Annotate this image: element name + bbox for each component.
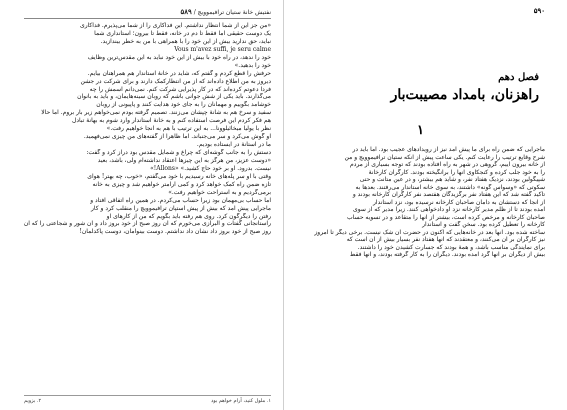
- left-line: خوشامد بگوییم و مهمانان را به جای خود هدایت کنند و پاپیونی از روبان: [96, 101, 271, 109]
- footnote-1: ۱. ملول کنید، آرام خواهم بود: [211, 398, 271, 404]
- right-line: شرح وقایع ترتیب را رعایت کنم. یکی ساعت پیش از آنکه ستیان ترافیموویچ و من: [344, 153, 545, 161]
- right-line: آمده بودند تا از ظلم مدیر کارخانه نزد او دادخواهی کنند. زیرا مدیر که از سوی: [353, 206, 545, 213]
- left-line: می‌گذارند. باید یکی از شش جوانی باشم که روبان سینه‌هایمان، و باید به بانوان: [77, 93, 271, 101]
- section-number: ۱: [417, 123, 424, 138]
- right-line: برای نمایندگی مناسب باشد، و همهٔ بودند که جسارت کشیدن خود را داشتند.: [357, 243, 545, 251]
- right-line: نیز کارگران بر آن می‌کنند، و معتقدند که آنها هفتاد نفر بسیار بیش از آن است که: [346, 236, 545, 243]
- left-line: تازه ضمن راه کمک خواهد کرد و کمی آرامتر خواهیم شد و چیزی به خانه: [92, 180, 271, 188]
- right-line: کارخانه را تعطیل کرده بود. سخن گفت و استاندار: [422, 221, 545, 228]
- left-page-number: ۵۸۹: [180, 8, 192, 16]
- left-line: یک دوست حقیقی اما فقط تا دم در خانه، فقط تا بیرون؛ استانداری شما: [94, 29, 271, 37]
- right-line: را به خود جلب کرده و کنجکاوی آنها را برانگیخته بودند. کارگران کارخانهٔ: [368, 168, 545, 176]
- right-line: صاحبان کارخانه و مرخص کرده است، بیشتر از آنها را متقاعد و در تسویه حساب: [346, 213, 545, 221]
- left-line: برمی‌گردیم و به استراحت خواهیم رفت.»: [168, 188, 271, 196]
- left-line: «من جز این از شما انتظار نداشتم. این فداکاری را از شما می‌پذیرم. فداکاری: [80, 22, 271, 29]
- left-line: خود را ندهد، در راه خود با بیش از این خود نباید به این مقدس‌ترین وظایف: [87, 53, 271, 61]
- left-line: ما در آستانهٔ در ایستاده بودیم.: [196, 141, 271, 149]
- right-line: ساخته شده بود. آنها بعد در خانه‌هایی که اکنون در حضرت آن شک نیست. برخی دیگر تا امروز: [314, 228, 545, 236]
- left-line: او گوش می‌کرد و سر می‌جنباند. اما ظاهراً از گفته‌های من چیزی نمی‌فهمید.: [83, 133, 271, 141]
- right-line: سکوتی که «وسواس گونه» داشتند، به سوی خانه استاندار می‌رفتند. بعدها به: [355, 183, 545, 191]
- right-page-number: ۵۹۰: [533, 6, 545, 15]
- left-body-text: [24, 22, 271, 236]
- left-line: Vous m'avez suffi, je seru calme: [174, 45, 271, 53]
- left-line: حرفش را قطع کردم و گفتم که، شاید در خانهٔ استاندار هم همراهتان بیایم.: [87, 69, 271, 77]
- left-line: نباید، حق ندارید بیش از این خود را با همراهی با من به خطر بیندازید.: [100, 37, 271, 45]
- right-line: ماجرایی که ضمن راه برای ما پیش آمد نیز از رویدادهای عجیب بود. اما باید در: [352, 146, 545, 153]
- left-line: فردا دعوتم کرده‌اند که در کار پذیرایی شرکت کنم. نمی‌دانم اسمش را چه: [89, 85, 271, 93]
- left-running-head: نفتیش خانهٔ ستیان ترافیموویچ / ۵۸۹: [24, 8, 271, 19]
- left-line: «دوست عزیز، من هرگز به این چیزها اعتقاد نداشته‌ام ولی، باشد، بعید: [97, 156, 271, 164]
- right-line: تأکید گفته شد که این هفتاد نفر برگزیدگان هفتصد نفر کارگران کارخانه بودند و: [352, 191, 545, 198]
- left-page: [0, 0, 283, 410]
- footnote-2: ۲. بزویم: [24, 398, 42, 404]
- left-line: راستانجانی گفتات و البرازی می‌خورم که آن روز صبح از خود بروز داد و آن شور و شجاعتی را که آن: [24, 220, 271, 228]
- left-line: دیروز به من اطلاع داده‌اند که از من انتظارکمک دارند و برای شرکت در جشن: [80, 77, 271, 85]
- left-running-head-title: نفتیش خانهٔ ستیان ترافیموویچ: [197, 9, 271, 16]
- right-page: [283, 0, 567, 410]
- right-body-text: [296, 146, 545, 259]
- left-line: دستش را به جانب گوشه‌ای که چراغ و شمایل مقدس بود دراز کرد و گفت:: [86, 149, 271, 156]
- right-line: شپیگولین بودند، نزدیک هفتاد نفر، و شاید هم بیشتر، و در عین متانت و حتی: [359, 176, 545, 183]
- right-line: بیش از دیگران بر آنها گرد آمده بودند. دیگران را به کار گرفته بودند، و آنها فقط: [349, 251, 545, 258]
- right-line: از آنجا که دستشان به دامان صاحبان کارخانه نرسیده بود، نزد استاندار: [373, 198, 545, 206]
- left-line: هم فکر کردم این فرصت استفاده کنم و به خانهٔ استاندار وارد شوم به بهانهٔ تبادل: [71, 117, 271, 125]
- right-line: از خانه بیرون آییم، گروهی در شهر به راه افتاده بودند که توجه بسیاری از مردم: [349, 161, 545, 168]
- chapter-label: فصل دهم: [498, 72, 539, 83]
- left-line: خود را بدهید.»: [234, 61, 271, 69]
- left-line: رفتن را دیگرگون کرد. روی هم رفته باید بگویم که من از کارهای او: [106, 212, 271, 220]
- left-line: وقتی با او سر پله‌های خانه رسیدیم با خود می‌گفتم، «خوب، چه بهتر! هوای: [87, 172, 271, 180]
- left-line: نیست. بدرود. او بر خود حاج کشید.» «Allons!»: [150, 164, 271, 172]
- left-line: اما حساب بی‌مهمان بود زیرا حساب می‌کردم. در همین راه اتفاقی افتاد و: [90, 196, 271, 204]
- left-line: سفید و سرخ هم به شانهٔ چپشان می‌زنند. تصمیم گرفته بودم نمی‌خواهم زیر بار بروم. اما حالا: [41, 109, 271, 117]
- left-line: نظر با یولیا میخائیلوونا... به این ترتیب با هم به آنجا خواهیم رفت.»: [106, 125, 271, 133]
- left-line: ماجرایی پیش آمد که بیش از پیش استپان ترافیموویچ را منقلب کرد و کار: [91, 204, 271, 212]
- left-footnotes: [24, 395, 271, 404]
- chapter-title: راهزنان، بامداد مصیبت‌بار: [390, 87, 539, 103]
- left-line: روز صبح از خود بروز داد نشان داد نداشتم. دوست بینوامان، دوست پاکدلمان!: [79, 228, 271, 236]
